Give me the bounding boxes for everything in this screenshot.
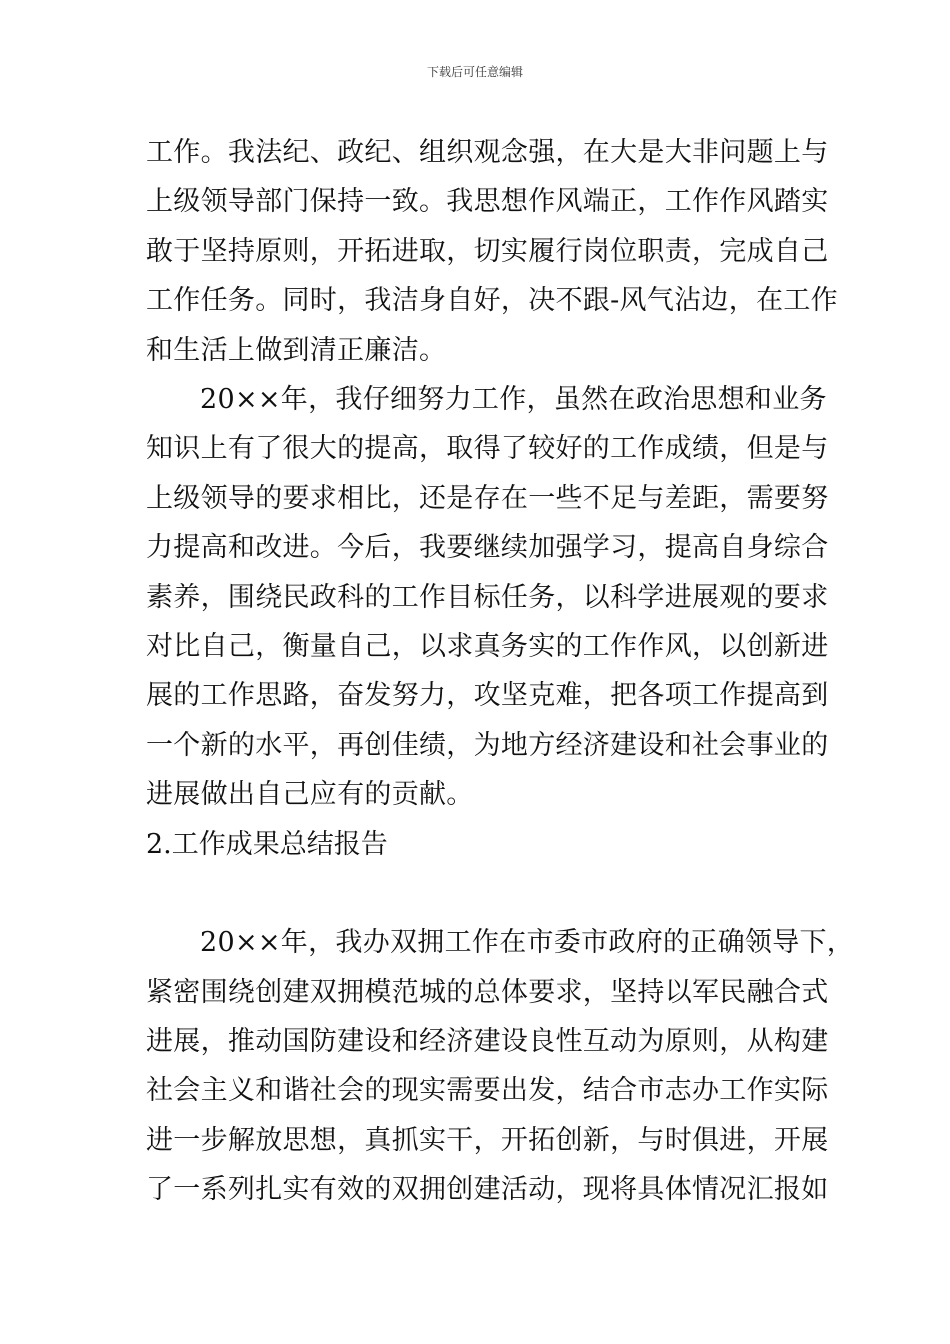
paragraph-line: 了一系列扎实有效的双拥创建活动，现将具体情况汇报如 — [146, 1174, 829, 1206]
paragraph-line: 上级领导的要求相比，还是存在一些不足与差距，需要努 — [146, 482, 829, 514]
paragraph-line: 敢于坚持原则，开拓进取，切实履行岗位职责，完成自己 — [146, 235, 829, 267]
paragraph-line: 一个新的水平，再创佳绩，为地方经济建设和社会事业的 — [146, 729, 829, 761]
paragraph-line: 对比自己，衡量自己，以求真务实的工作作风，以创新进 — [146, 631, 829, 663]
paragraph-1 — [146, 128, 838, 375]
paragraph-line: 工作。我法纪、政纪、组织观念强，在大是大非问题上与 — [146, 137, 829, 168]
section-heading: 2.工作成果总结报告 — [146, 828, 388, 860]
paragraph-line: 工作任务。同时，我洁身自好，决不跟-风气沾边，在工作 — [146, 285, 838, 317]
paragraph-line: 社会主义和谐社会的现实需要出发，结合市志办工作实际 — [146, 1075, 829, 1107]
document-body — [146, 128, 855, 1215]
paragraph-line: 素养，围绕民政科的工作目标任务，以科学进展观的要求 — [146, 581, 829, 613]
paragraph-line: 进展做出自己应有的贡献。 — [146, 779, 474, 811]
paragraph-line: 进展，推动国防建设和经济建设良性互动为原则，从构建 — [146, 1025, 829, 1057]
blank-line — [146, 869, 812, 918]
paragraph-line: 力提高和改进。今后，我要继续加强学习，提高自身综合 — [146, 532, 829, 564]
paragraph-line: 紧密围绕创建双拥模范城的总体要求，坚持以军民融合式 — [146, 976, 829, 1008]
paragraph-line: 20××年，我办双拥工作在市委市政府的正确领导下， — [200, 927, 855, 959]
paragraph-line: 上级领导部门保持一致。我思想作风端正，工作作风踏实 — [146, 186, 829, 218]
paragraph-line: 和生活上做到清正廉洁。 — [146, 334, 447, 366]
paragraph-line: 进一步解放思想，真抓实干，开拓创新，与时俱进，开展 — [146, 1124, 829, 1156]
paragraph-2 — [146, 375, 829, 820]
paragraph-line: 展的工作思路，奋发努力，攻坚克难，把各项工作提高到 — [146, 680, 829, 712]
paragraph-3 — [146, 918, 855, 1214]
page-header: 下载后可任意编辑 — [426, 65, 523, 79]
paragraph-line: 知识上有了很大的提高，取得了较好的工作成绩，但是与 — [146, 433, 829, 465]
paragraph-line: 20××年，我仔细努力工作，虽然在政治思想和业务 — [200, 384, 827, 416]
